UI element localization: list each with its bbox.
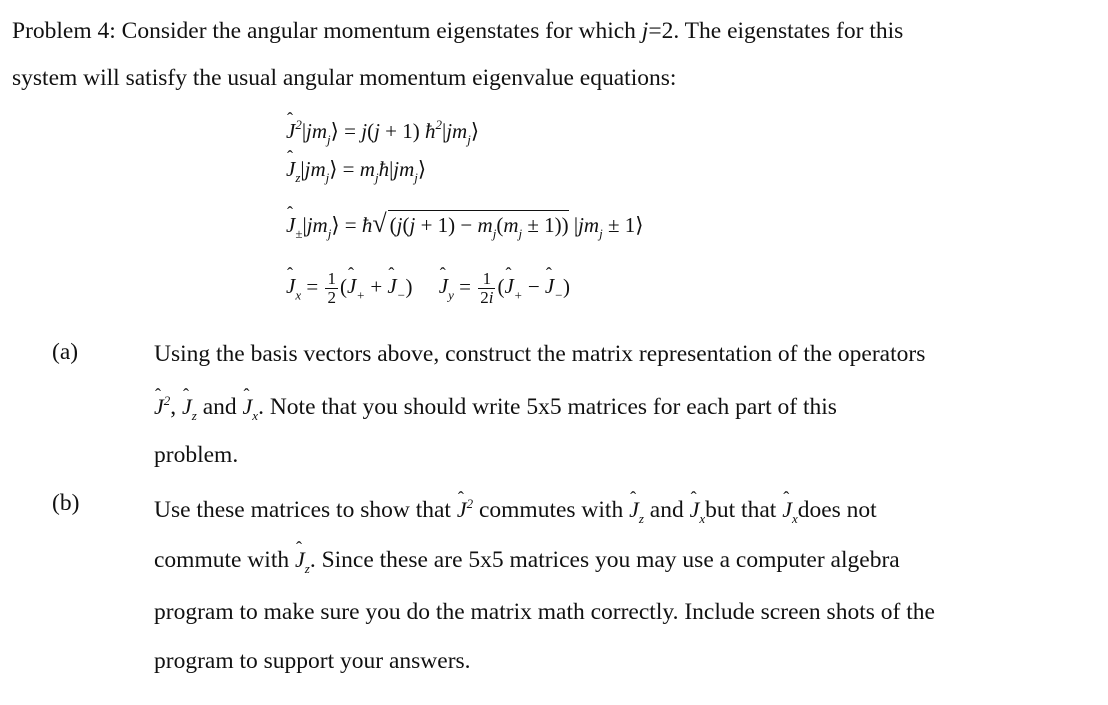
intro-text: Problem 4: Consider the angular momentum eigenstates for which (12, 18, 642, 44)
text: commute with (154, 547, 295, 573)
equation-jz: ˆ $J_z|jm_j⟩$ = $m_jħ|jm_j⟩$ (286, 155, 426, 192)
part-b-label: (b) (52, 490, 80, 516)
text: but that (705, 497, 783, 523)
problem-statement-line-2: system will satisfy the usual angular momentum eigenvalue equations: (12, 65, 677, 91)
part-b-line-4: program to support your answers. (154, 648, 471, 674)
part-a-line-2: ˆ $J^2$, ˆ $J_z$ and ˆ $J_x$. Note that you should write 5x5 matrices for each part of this (154, 387, 837, 430)
equation-jx-jy: ˆ $J_x$ = $\frac{1}{2}$ (ˆ $J_+$ + ˆ $J_-$) ˆ $J_y$ = $\frac{1}{2i}$ (ˆ $J_+$ − ˆ $J_-$) (286, 270, 570, 309)
text: commutes with (473, 497, 630, 523)
equation-j-plus-minus: ˆ $J_\pm|jm_j⟩$ = ħ√ $(j(j + 1) - m_j(m_j \pm 1))$ $|jm_j$ ± 1⟩ (286, 210, 643, 248)
equation-j-squared: ˆ $J^2|jm_j⟩ = j(j + 1)$ $ħ^2|jm_j⟩$ (286, 111, 479, 154)
text: . Since these are 5x5 matrices you may use a computer algebra (309, 547, 900, 573)
intro-text-suffix: =2. The eigenstates for this (648, 18, 904, 44)
problem-statement-line-1 (12, 16, 903, 46)
j-variable: j (641, 18, 649, 44)
text: does not (797, 497, 877, 523)
part-a-line-2-text: . Note that you should write 5x5 matrices for each part of this (258, 394, 837, 420)
and-text: and (202, 394, 237, 420)
part-a-label: (a) (52, 339, 79, 365)
part-a-line-3: problem. (154, 442, 239, 468)
part-b-line-1: Use these matrices to show that ˆ $J^2$ commutes with ˆ $J_z$ and ˆ $J_xbut$ that ˆ $J_xdoes$ not (154, 490, 877, 533)
part-b-line-3: program to make sure you do the matrix math correctly. Include screen shots of the (154, 599, 935, 625)
comma: , (170, 394, 177, 420)
part-a-line-1: Using the basis vectors above, construct the matrix representation of the operators (154, 341, 926, 367)
text: and (643, 497, 690, 523)
text: Use these matrices to show that (154, 497, 457, 523)
part-b-line-2: commute with ˆ $J_z$. Since these are 5x5 matrices you may use a computer algebra (154, 545, 900, 583)
